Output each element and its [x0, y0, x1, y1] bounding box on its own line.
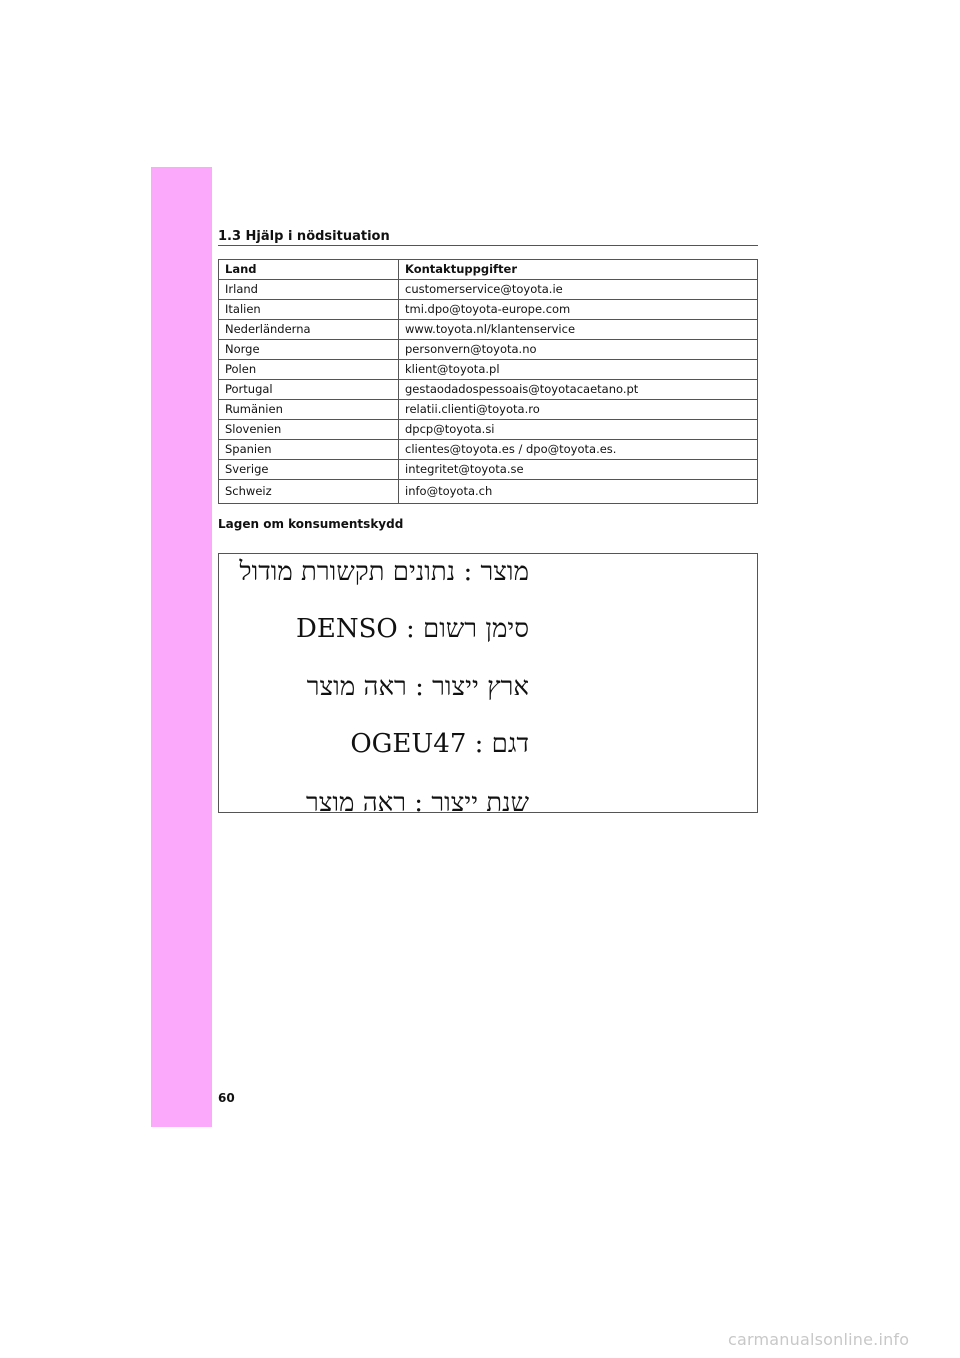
contact-cell: clientes@toyota.es / dpo@toyota.es. — [399, 440, 758, 460]
country-cell: Portugal — [219, 380, 399, 400]
consumer-protection-heading: Lagen om konsumentskydd — [218, 517, 404, 531]
country-cell: Sverige — [219, 460, 399, 480]
table-row — [219, 460, 758, 480]
country-cell: Schweiz — [219, 480, 399, 504]
table-row — [219, 420, 758, 440]
section-title: 1.3 Hjälp i nödsituation — [218, 229, 390, 244]
country-cell: Irland — [219, 280, 399, 300]
contact-cell: customerservice@toyota.ie — [399, 280, 758, 300]
table-row — [219, 360, 758, 380]
page-number: 60 — [218, 1091, 235, 1105]
column-header-contact: Kontaktuppgifter — [399, 260, 758, 280]
column-header-land: Land — [219, 260, 399, 280]
table-row — [219, 480, 758, 504]
contact-cell: www.toyota.nl/klantenservice — [399, 320, 758, 340]
country-cell: Polen — [219, 360, 399, 380]
contact-cell: tmi.dpo@toyota-europe.com — [399, 300, 758, 320]
contact-table — [218, 259, 758, 504]
contact-cell: klient@toyota.pl — [399, 360, 758, 380]
table-row — [219, 300, 758, 320]
section-header — [218, 225, 758, 246]
contact-cell: dpcp@toyota.si — [399, 420, 758, 440]
table-header-row — [219, 260, 758, 280]
table-row — [219, 340, 758, 360]
country-cell: Spanien — [219, 440, 399, 460]
country-cell: Slovenien — [219, 420, 399, 440]
chapter-side-tab — [151, 167, 212, 1127]
table-row — [219, 280, 758, 300]
contact-cell: relatii.clienti@toyota.ro — [399, 400, 758, 420]
table-row — [219, 380, 758, 400]
contact-cell: info@toyota.ch — [399, 480, 758, 504]
label-line-brand: סימן רשום : DENSO — [296, 614, 529, 644]
label-line-model: דגם : OGEU47 — [350, 729, 529, 759]
label-line-year: שנת ייצור : ראה מוצר — [305, 788, 529, 818]
label-line-product: מוצר : נתונים תקשורת מודול — [239, 557, 529, 587]
country-cell: Norge — [219, 340, 399, 360]
country-cell: Rumänien — [219, 400, 399, 420]
israel-product-label — [218, 553, 758, 818]
country-cell: Nederländerna — [219, 320, 399, 340]
contact-cell: personvern@toyota.no — [399, 340, 758, 360]
table-row — [219, 400, 758, 420]
table-row — [219, 320, 758, 340]
country-cell: Italien — [219, 300, 399, 320]
contact-cell: integritet@toyota.se — [399, 460, 758, 480]
table-row — [219, 440, 758, 460]
label-line-country: ארץ ייצור : ראה מוצר — [306, 672, 529, 702]
watermark-text: carmanualsonline.info — [728, 1330, 910, 1349]
contact-cell: gestaodadospessoais@toyotacaetano.pt — [399, 380, 758, 400]
